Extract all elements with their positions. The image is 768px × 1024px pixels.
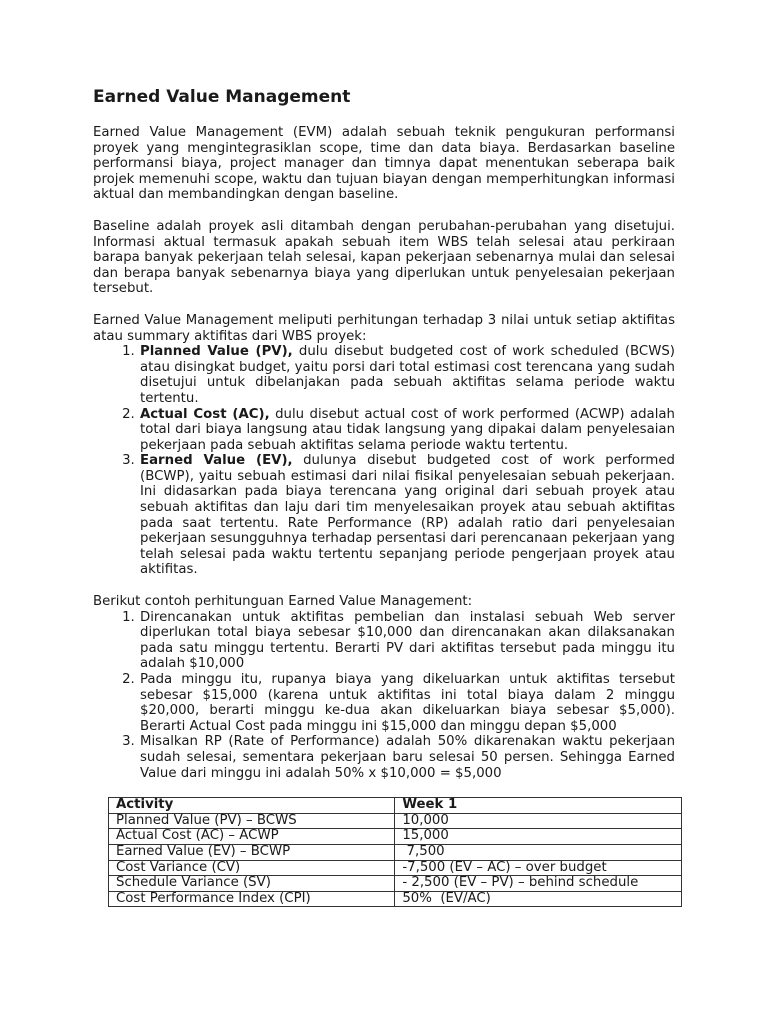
table-row	[109, 844, 682, 860]
paragraph-example-intro: Berikut contoh perhitunguan Earned Value Management:	[93, 594, 473, 610]
table-row	[109, 829, 682, 845]
table-header-row	[109, 798, 682, 814]
table-cell: Planned Value (PV) – BCWS	[109, 813, 395, 829]
values-list	[93, 344, 675, 578]
document-title: Earned Value Management	[93, 87, 351, 107]
term-description: dulu disebut budgeted cost of work scheduled (BCWS) atau disingkat budget, yaitu porsi dari total estimasi cost terencana yang sudah disetujui untuk dibelanjakan pada sebuah aktifitas selama periode waktu tertentu.	[140, 344, 675, 406]
evm-table	[108, 797, 682, 907]
table-cell: 15,000	[395, 829, 682, 845]
list-item: 3. Misalkan RP (Rate of Performance) adalah 50% dikarenakan waktu pekerjaan sudah selesai, sementara pekerjaan baru selesai 50 persen. Sehingga Earned Value dari minggu ini adalah 50% x $10,000 = $5,000	[139, 734, 675, 781]
table-cell: Actual Cost (AC) – ACWP	[109, 829, 395, 845]
paragraph-three-values: Earned Value Management meliputi perhitungan terhadap 3 nilai untuk setiap aktifitas atau summary aktifitas dari WBS proyek:	[93, 312, 675, 344]
example-list	[93, 610, 675, 782]
term-description: dulunya disebut budgeted cost of work performed (BCWP), yaitu sebuah estimasi dari nilai fisikal penyelesaian sebuah pekerjaan. Ini didasarkan pada biaya terencana yang original dari sebuah proyek atau sebuah aktifitas dan laju dari tim menyelesaikan proyek atau sebuah aktifitas pada saat tertentu. Rate Performance (RP) adalah ratio dari penyelesaian pekerjaan sesungguhnya terhadap persentasi dari perencanaan pekerjaan yang telah selesai pada waktu tertentu sepanjang periode pengerjaan proyek atau aktifitas.	[140, 453, 675, 578]
term-description: dulu disebut actual cost of work performed (ACWP) adalah total dari biaya langsung atau tidak langsung yang dipakai dalam penyelesaian pekerjaan pada sebuah aktifitas selama periode waktu tertentu.	[140, 406, 675, 453]
table-cell: 7,500	[395, 844, 682, 860]
term-earned-value: Earned Value (EV),	[140, 453, 293, 469]
table-cell: Cost Performance Index (CPI)	[109, 891, 395, 907]
list-item: 1. Direncanakan untuk aktifitas pembelian dan instalasi sebuah Web server diperlukan total biaya sebesar $10,000 dan direncanakan akan dilaksanakan pada satu minggu tertentu. Berarti PV dari aktifitas tersebut pada minggu itu adalah $10,000	[139, 610, 675, 672]
paragraph-evm-intro: Earned Value Management (EVM) adalah sebuah teknik pengukuran performansi proyek yang mengintegrasiklan scope, time dan data biaya. Berdasarkan baseline performansi biaya, project manager dan timnya dapat menentukan seberapa baik projek memenuhi scope, waktu dan tujuan biayan dengan memperhitungkan informasi aktual dan membandingkan dengan baseline.	[93, 125, 675, 203]
table-cell: - 2,500 (EV – PV) – behind schedule	[395, 876, 682, 892]
list-item	[139, 407, 675, 454]
table-cell: 50% (EV/AC)	[395, 891, 682, 907]
table-cell: 10,000	[395, 813, 682, 829]
list-item: 2. Pada minggu itu, rupanya biaya yang dikeluarkan untuk aktifitas tersebut sebesar $15,000 (karena untuk aktifitas ini total biaya dalam 2 minggu $20,000, berarti minggu ke-dua akan dikeluarkan biaya sebesar $5,000). Berarti Actual Cost pada minggu ini $15,000 dan minggu depan $5,000	[139, 672, 675, 734]
term-planned-value: Planned Value (PV),	[140, 344, 293, 360]
table-row	[109, 891, 682, 907]
header-activity: Activity	[109, 798, 395, 814]
table-row	[109, 813, 682, 829]
table-cell: -7,500 (EV – AC) – over budget	[395, 860, 682, 876]
header-week-1: Week 1	[395, 798, 682, 814]
table-row	[109, 860, 682, 876]
table-cell: Schedule Variance (SV)	[109, 876, 395, 892]
paragraph-baseline: Baseline adalah proyek asli ditambah dengan perubahan-perubahan yang disetujui. Informasi aktual termasuk apakah sebuah item WBS telah selesai atau perkiraan barapa banyak pekerjaan telah selesai, kapan pekerjaan sebenarnya mulai dan selesai dan berapa banyak sebenarnya biaya yang diperlukan untuk penyelesaian pekerjaan tersebut.	[93, 218, 675, 297]
list-item	[139, 453, 675, 578]
term-actual-cost: Actual Cost (AC),	[140, 406, 270, 422]
document-page	[93, 86, 675, 907]
table-cell: Cost Variance (CV)	[109, 860, 395, 876]
table-row	[109, 876, 682, 892]
table-cell: Earned Value (EV) – BCWP	[109, 844, 395, 860]
list-item	[139, 344, 675, 406]
